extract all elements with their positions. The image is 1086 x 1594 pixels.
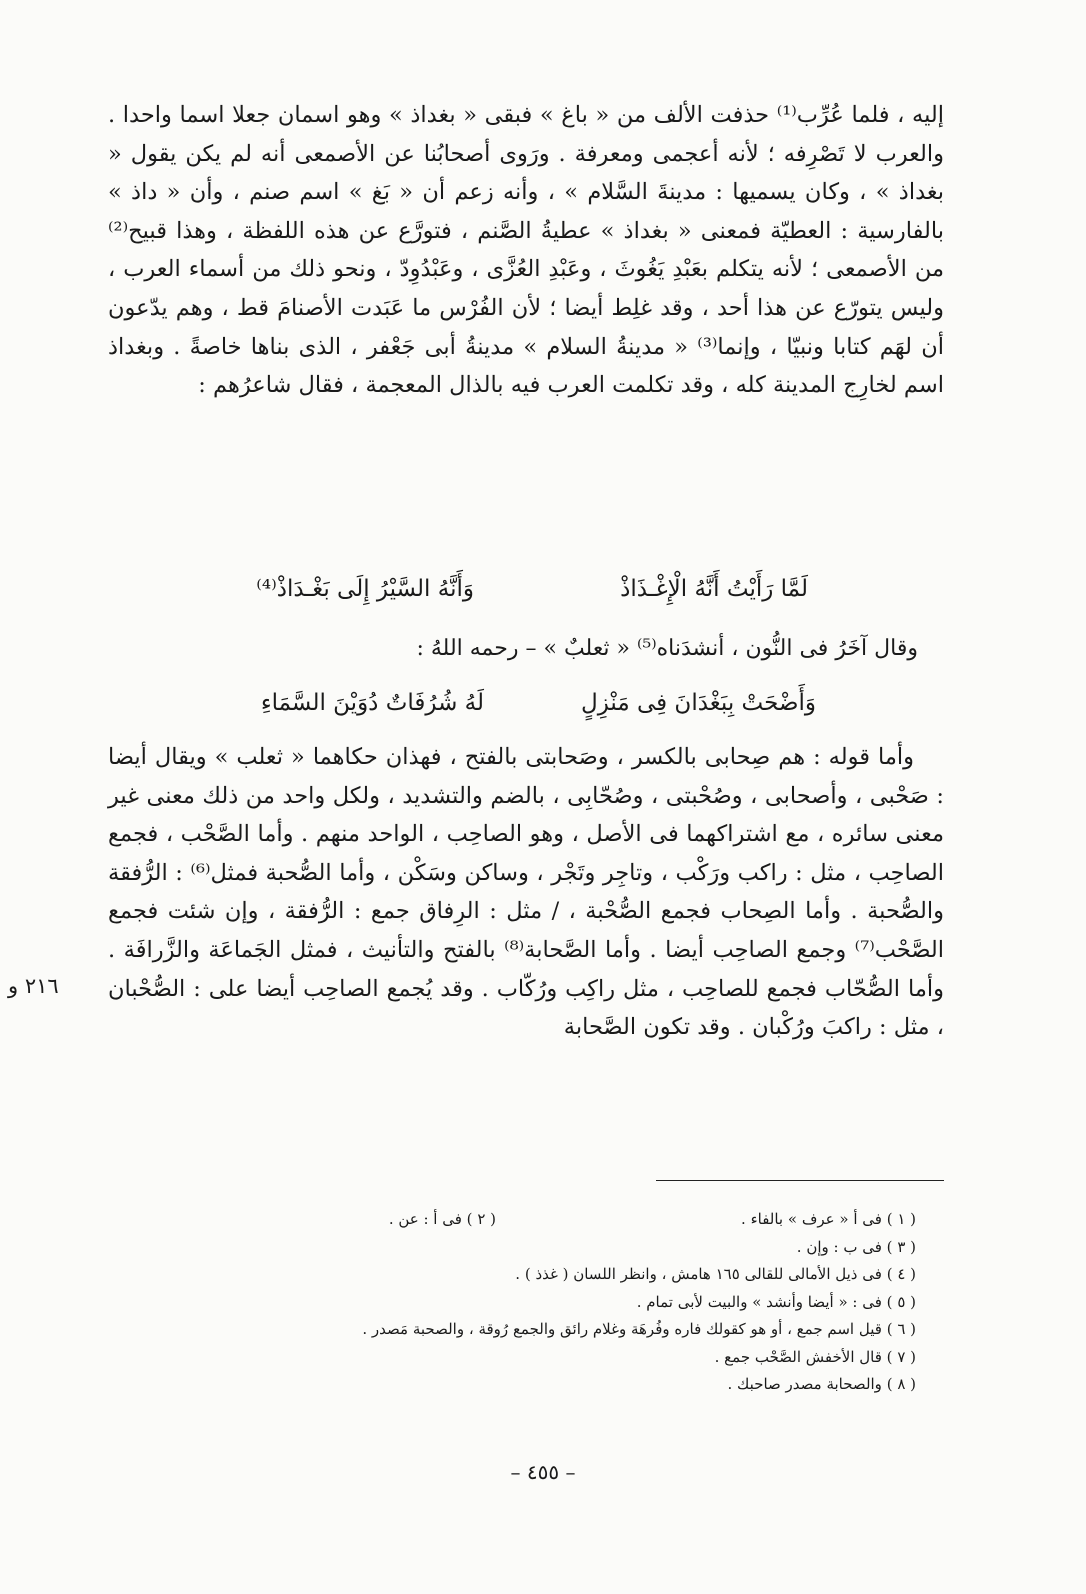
paragraph-2: وأما قوله : هم صِحابى بالكسر ، وصَحابتى بالفتح ، فهذان حكاهما « ثعلب » ويقال أيضا : صَحْبى ، وأصحابى ، وصُحْبتى ، وصُحّابِى ، بالضم والتشديد ، ولكل واحد من ذلك معنى غير معنى سائره ، مع اشتراكهما فى الأصل ، وهو الصاحِب ، الواحد منهم . وأما الصَّحْب ، فجمع الصاحِب ، مثل : راكب ورَكْب ، وتاجِر وتَجْر ، وساكن وسَكْن ، وأما الصُّحبة فمثل⁽⁶⁾ : الرُّفقة والصُّحبة . وأما الصِحاب فجمع الصُّحْبة ، / مثل : الرِفاق جمع : الرُّفقة ، وإن شئت فجمع الصَّحْب⁽⁷⁾ وجمع الصاحِب أيضا . وأما الصَّحابة⁽⁸⁾ بالفتح والتأنيث ، فمثل الجَماعَة والزَّرافَة . وأما الصُّحّاب فجمع للصاحِب ، مثل راكِب ورُكّاب . وقد يُجمع الصاحِب أيضا على : الصُّحْبان ، مثل : راكبَ ورُكْبان . وقد تكون الصَّحابة (108, 744, 944, 1041)
main-text-upper (108, 96, 944, 405)
verse-2-second-hemistich: لَهُ شُرُفَاتٌ دُوَيْنَ السَّمَاءِ (260, 690, 484, 716)
footnote-4: ( ٤ ) فى ذيل الأمالى للقالى ١٦٥ هامش ، وانظر اللسان ( غذذ ) . (515, 1265, 916, 1283)
footnote-8: ( ٨ ) والصحابة مصدر صاحبك . (727, 1375, 916, 1393)
main-text-lower (108, 738, 944, 1047)
paragraph-1: إليه ، فلما عُرِّب⁽¹⁾ حذفت الألف من « باغ » فبقى « بغداذ » وهو اسمان جعلا اسما واحدا . والعرب لا تَصْرِفه ؛ لأنه أعجمى ومعرفة . ورَوى أصحابُنا عن الأصمعى أنه لم يكن يقول « بغداذ » ، وكان يسميها : مدينةَ السَّلام » ، وأنه زعم أن « بَغ » اسم صنم ، وأن « داذ » بالفارسية : العطيّة فمعنى « بغداذ » عطيةُ الصَّنم ، فتورَّع عن هذه اللفظة ، وهذا قبيح⁽²⁾ من الأصمعى ؛ لأنه يتكلم بعَبْدِ يَغُوثَ ، وعَبْدِ العُزَّى ، وعَبْدُوِدّ ، ونحو ذلك من أسماء العرب ، وليس يتورّع عن هذا أحد ، وقد غلِط أيضا ؛ لأن الفُرْس ما عَبَدت الأصنامَ قط ، وهم يدّعون أن لهَم كتابا ونبيّا ، وإنما⁽³⁾ « مدينةُ السلام » مدينةُ أبى جَعْفر ، الذى بناها خاصةً . وبغداذ اسم لخارِج المدينة كله ، وقد تكلمت العرب فيه بالذال المعجمة ، فقال شاعرُهم : (108, 102, 944, 399)
footnotes (200, 1206, 916, 1399)
footnote-2: ( ٢ ) فى أ : عن . (388, 1210, 496, 1228)
verse-1-second-hemistich: وَأَنَّهُ السَّيْرُ إِلَى بَغْـدَاذْ⁽⁴⁾ (256, 576, 474, 602)
footnote-5: ( ٥ ) فى : « أيضا وأنشد » والبيت لأبى تمام . (636, 1292, 916, 1311)
manuscript-folio-note: ٢١٦ و (8, 974, 59, 998)
footnote-row (200, 1206, 916, 1234)
page-number: – ٤٥٥ – (510, 1460, 576, 1484)
footnote-3: ( ٣ ) فى ب : وإن . (796, 1237, 916, 1256)
footnote-7: ( ٧ ) قال الأخفش الصَّحْب جمع . (714, 1347, 916, 1366)
footnote-1: ( ١ ) فى أ « عرف » بالفاء . (741, 1210, 916, 1228)
narration-line: وقال آخَرُ فى النُّون ، أنشدَناه⁽⁵⁾ « ثعلبٌ » – رحمه اللهُ : (416, 636, 918, 661)
verse-1-first-hemistich: لَمَّا رَأَيْتُ أَنَّهُ الْإِغْـذَاذْ (620, 576, 808, 602)
verse-2-first-hemistich: وَأَضْحَتْ بِبَغْدَانَ فِى مَنْزِلٍ (580, 690, 816, 716)
footnote-divider (656, 1180, 944, 1181)
footnote-6: ( ٦ ) قيل اسم جمع ، أو هو كقولك فاره وفُرهَة وغلام رائق والجمع رُوقة ، والصحبة مَصدر . (362, 1320, 916, 1338)
